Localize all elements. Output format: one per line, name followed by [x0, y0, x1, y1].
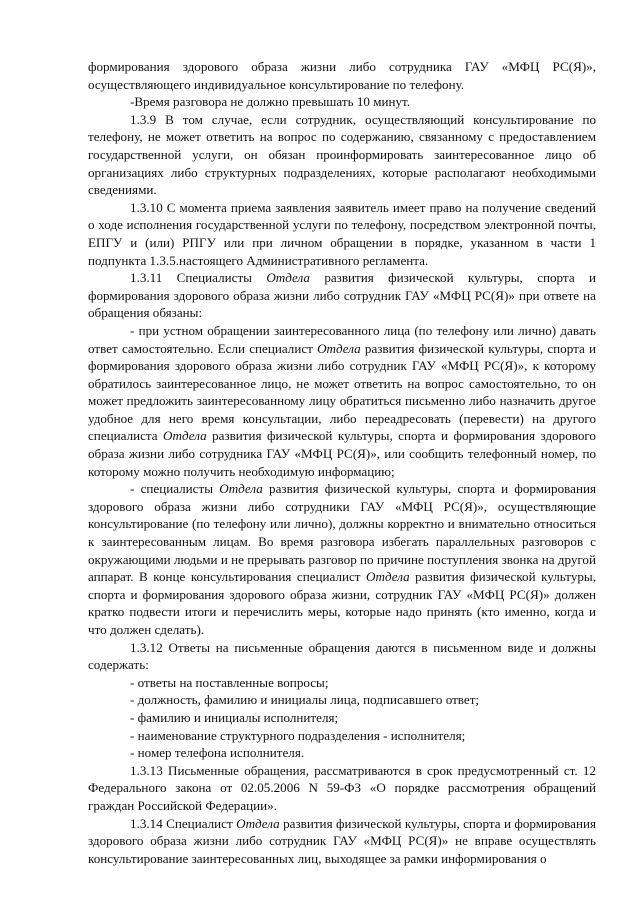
document-body: [88, 58, 596, 867]
paragraph-text: - специалисты: [130, 481, 220, 497]
paragraph-text: - должность, фамилию и инициалы лица, подписавшего ответ;: [130, 692, 480, 708]
emphasis-text: Отдела: [266, 270, 310, 286]
paragraph-p0: [88, 58, 596, 93]
emphasis-text: Отдела: [163, 428, 207, 444]
paragraph-p4: [88, 269, 596, 322]
paragraph-p3: [88, 199, 596, 269]
paragraph-text: - ответы на поставленные вопросы;: [130, 674, 329, 690]
paragraph-p11: [88, 727, 596, 745]
paragraph-text: 1.3.9 В том случае, если сотрудник, осуществляющий консультирование по телефону, не может ответить на вопрос по содержанию, связанному с предоставлением государственной услуги, он обязан проинформировать заинтересованное лицо об организациях либо структурных подразделениях, которые располагают необходимыми сведениями.: [88, 111, 596, 198]
paragraph-text: 1.3.10 С момента приема заявления заявитель имеет право на получение сведений о ходе исполнения государственной услуги по телефону, посредством электронной почты, ЕПГУ и (или) РПГУ или при личном обращении в порядке, указанном в части 1 подпункта 1.3.5.настоящего Административного регламента.: [88, 199, 596, 268]
paragraph-text: 1.3.13 Письменные обращения, рассматриваются в срок предусмотренный ст. 12 Федерального закона от 02.05.2006 N 59-ФЗ «О порядке рассмотрения обращений граждан Российской Федерации».: [88, 762, 596, 813]
paragraph-text: развития физической культуры, спорта и формирования здорового образа жизни либо сотрудник ГАУ «МФЦ РС(Я)» при ответе на обращения обязаны:: [88, 270, 596, 321]
paragraph-p8: [88, 674, 596, 692]
paragraph-p10: [88, 709, 596, 727]
paragraph-text: 1.3.12 Ответы на письменные обращения даются в письменном виде и должны содержать:: [88, 639, 596, 673]
paragraph-p13: [88, 762, 596, 815]
paragraph-text: 1.3.14 Специалист: [130, 815, 237, 831]
paragraph-text: развития физической культуры, спорта и формирования здорового образа жизни либо сотрудник ГАУ «МФЦ РС(Я)» не вправе осуществлять консультирование заинтересованных лиц, выходящее за рамки информирования о: [88, 815, 596, 866]
paragraph-text: развития физической культуры, спорта и формирования здорового образа жизни либо сотрудника ГАУ «МФЦ РС(Я)», или сообщить телефонный номер, по которому можно получить необходимую информацию;: [88, 428, 596, 479]
emphasis-text: Отдела: [366, 569, 410, 585]
paragraph-p6: [88, 480, 596, 638]
paragraph-p1: [88, 93, 596, 111]
paragraph-text: - наименование структурного подразделения - исполнителя;: [130, 727, 466, 743]
paragraph-p2: [88, 111, 596, 199]
emphasis-text: Отдела: [219, 481, 263, 497]
paragraph-text: формирования здорового образа жизни либо сотрудника ГАУ «МФЦ РС(Я)», осуществляющего индивидуальное консультирование по телефону.: [88, 59, 596, 92]
emphasis-text: Отдела: [236, 815, 280, 831]
paragraph-p14: [88, 815, 596, 868]
paragraph-text: развития физической культуры, спорта и формирования здорового образа жизни либо сотрудники ГАУ «МФЦ РС(Я)», осуществляющие консультирование (по телефону или лично), должны корректно и внимательно относиться к заинтересованным лицам. Во время разговора избегать параллельных разговоров с окружающими людьми и не прерывать разговор по причине поступления звонка на другой аппарат. В конце консультирования специалист: [88, 481, 596, 585]
emphasis-text: Отдела: [317, 340, 361, 356]
paragraph-text: развития физической культуры, спорта и формирования здорового образа жизни либо сотрудник ГАУ «МФЦ РС(Я)», к которому обратилось заинтересованное лицо, не может ответить на вопрос самостоятельно, то он может предложить заинтересованному лицу обратиться письменно либо назначить другое удобное для него время консультации, либо переадресовать (перевести) на другого специалиста: [88, 340, 596, 444]
paragraph-text: 1.3.11 Специалисты: [130, 270, 267, 286]
paragraph-p12: [88, 744, 596, 762]
paragraph-text: - номер телефона исполнителя.: [130, 745, 305, 761]
paragraph-p5: [88, 322, 596, 480]
paragraph-text: -Время разговора не должно превышать 10 минут.: [130, 94, 411, 110]
paragraph-text: развития физической культуры, спорта и формирования здорового образа жизни, сотрудник ГАУ «МФЦ РС(Я)» должен кратко подвести итоги и перечислить меры, которые надо принять (кто именно, когда и что должен сделать).: [88, 569, 596, 637]
paragraph-text: - фамилию и инициалы исполнителя;: [130, 709, 339, 725]
paragraph-text: - при устном обращении заинтересованного лица (по телефону или лично) давать ответ самостоятельно. Если специалист: [88, 322, 596, 356]
paragraph-p9: [88, 691, 596, 709]
paragraph-p7: [88, 639, 596, 674]
